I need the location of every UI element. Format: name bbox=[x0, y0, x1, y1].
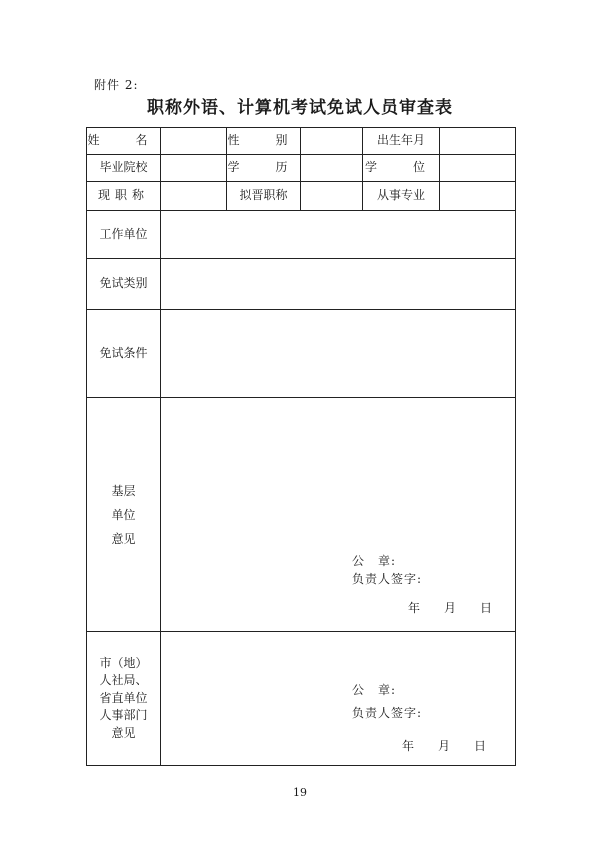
review-form-table bbox=[86, 127, 516, 766]
city-label-line5: 意见 bbox=[111, 725, 136, 740]
current-title-label: 现职称 bbox=[87, 182, 161, 211]
grassroots-signature-label: 负责人签字: bbox=[352, 572, 423, 586]
work-unit-label: 工作单位 bbox=[87, 211, 161, 259]
current-title-value-cell[interactable] bbox=[161, 182, 227, 211]
proposed-title-value-cell[interactable] bbox=[301, 182, 363, 211]
gender-value-cell[interactable] bbox=[301, 128, 363, 155]
education-value-cell[interactable] bbox=[301, 155, 363, 182]
exempt-category-label: 免试类别 bbox=[87, 259, 161, 310]
city-date-month: 月 bbox=[438, 739, 451, 753]
grassroots-date-month: 月 bbox=[444, 601, 457, 615]
form-title: 职称外语、计算机考试免试人员审查表 bbox=[147, 98, 453, 118]
row-grassroots-opinion bbox=[87, 398, 516, 632]
page-number: 19 bbox=[293, 786, 307, 799]
exempt-conditions-label: 免试条件 bbox=[87, 310, 161, 398]
grassroots-opinion-label bbox=[87, 398, 161, 632]
proposed-title-label: 拟晋职称 bbox=[227, 182, 301, 211]
city-date-year: 年 bbox=[402, 739, 415, 753]
city-date bbox=[402, 737, 510, 754]
school-value-cell[interactable] bbox=[161, 155, 227, 182]
city-date-day: 日 bbox=[474, 739, 487, 753]
grassroots-label-line3: 意见 bbox=[111, 531, 136, 546]
row-basic-3 bbox=[87, 182, 516, 211]
exempt-category-value-cell[interactable] bbox=[161, 259, 516, 310]
grassroots-opinion-value-cell[interactable] bbox=[161, 398, 516, 632]
name-value-cell[interactable] bbox=[161, 128, 227, 155]
grassroots-seal-label: 公 章: bbox=[352, 554, 397, 568]
name-label: 姓 名 bbox=[87, 128, 161, 155]
birth-label: 出生年月 bbox=[363, 128, 440, 155]
row-exempt-conditions bbox=[87, 310, 516, 398]
city-label-line2: 人社局、 bbox=[99, 673, 148, 688]
city-label-line1: 市（地） bbox=[99, 656, 148, 671]
major-value-cell[interactable] bbox=[440, 182, 516, 211]
education-label: 学 历 bbox=[227, 155, 301, 182]
city-seal-label: 公 章: bbox=[352, 683, 397, 697]
row-work-unit bbox=[87, 211, 516, 259]
gender-label: 性 别 bbox=[227, 128, 301, 155]
exempt-conditions-value-cell[interactable] bbox=[161, 310, 516, 398]
row-basic-2 bbox=[87, 155, 516, 182]
grassroots-date-year: 年 bbox=[408, 601, 421, 615]
grassroots-label-line1: 基层 bbox=[111, 483, 136, 498]
row-exempt-category bbox=[87, 259, 516, 310]
degree-value-cell[interactable] bbox=[440, 155, 516, 182]
school-label: 毕业院校 bbox=[87, 155, 161, 182]
grassroots-date bbox=[408, 599, 516, 616]
row-basic-1 bbox=[87, 128, 516, 155]
birth-value-cell[interactable] bbox=[440, 128, 516, 155]
grassroots-date-day: 日 bbox=[480, 601, 493, 615]
city-opinion-label bbox=[87, 632, 161, 766]
grassroots-label-line2: 单位 bbox=[111, 507, 136, 522]
city-signature-label: 负责人签字: bbox=[352, 706, 423, 720]
city-label-line3: 省直单位 bbox=[99, 690, 148, 705]
degree-label: 学 位 bbox=[363, 155, 440, 182]
annex-label: 附件 2: bbox=[94, 78, 139, 92]
major-label: 从事专业 bbox=[363, 182, 440, 211]
work-unit-value-cell[interactable] bbox=[161, 211, 516, 259]
city-label-line4: 人事部门 bbox=[99, 708, 148, 723]
